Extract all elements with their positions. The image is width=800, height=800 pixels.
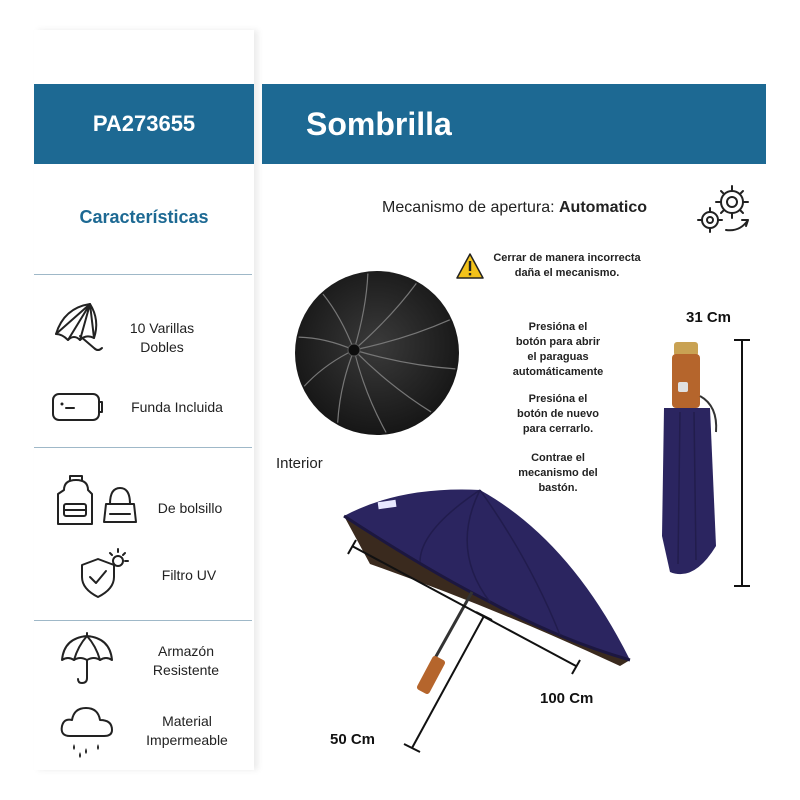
umbrella-handle [416,655,446,695]
umbrella-icon [58,632,116,686]
uv-shield-icon [74,545,130,601]
product-name: Sombrilla [306,105,452,142]
feature-label-pocket: De bolsillo [157,500,223,516]
feature-label-uv: Filtro UV [161,567,217,583]
rain-cloud-icon [58,702,116,760]
closed-umbrella-image [650,336,730,582]
gears-icon [694,182,756,238]
product-code-banner [34,84,254,164]
umbrella-ribs-icon [50,298,110,358]
handle-length-label: 50 Cm [330,731,376,748]
backpack-bag-icon [50,474,142,530]
warning-text: Cerrar de manera incorrecta daña el mecanismo. [493,252,641,279]
diameter-label: 100 Cm [540,690,594,707]
mechanism-row [382,199,647,217]
divider [34,274,252,275]
mechanism-label: Mecanismo de apertura: [382,199,555,216]
feature-label-waterproof: Material Impermeable [146,713,228,748]
feature-label-frame: Armazón Resistente [152,643,220,678]
feature-label-case: Funda Incluida [131,399,223,415]
umbrella-interior-image [292,268,462,438]
open-umbrella-image [330,480,650,715]
mechanism-value: Automatico [558,199,647,216]
divider [34,620,252,621]
closed-length-label: 31 Cm [686,309,732,326]
product-title-banner [262,84,766,164]
interior-label: Interior [276,455,323,472]
divider [34,447,252,448]
product-code: PA273655 [92,111,196,136]
case-icon [50,390,104,426]
instruction-close: Presióna el botón de nuevo para cerrarlo. [517,393,599,435]
instruction-open: Presióna el botón para abrir el paraguas automáticamente [512,321,604,378]
feature-label-ribs: 10 Varillas Dobles [129,320,195,355]
features-title: Características [79,207,209,227]
instruction-retract: Contrae el mecanismo del bastón. [518,452,598,494]
